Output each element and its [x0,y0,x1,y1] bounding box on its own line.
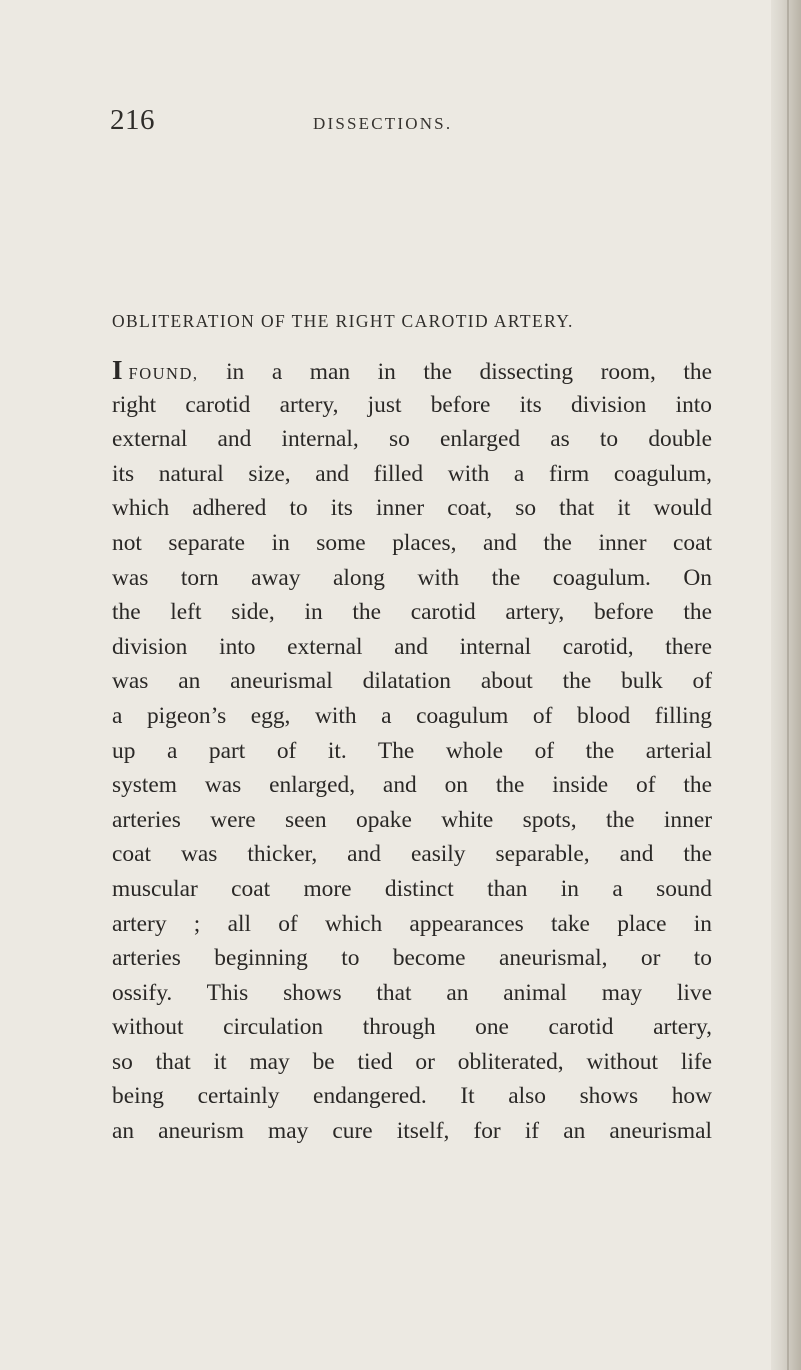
text-line: arteries beginning to become aneurismal, or to [112,945,712,972]
text-line: coat was thicker, and easily separable, and the [112,841,712,868]
text-line: ossify. This shows that an animal may live [112,979,712,1006]
text-line: arteries were seen opake white spots, the inner [112,806,712,833]
section-title: OBLITERATION OF THE RIGHT CAROTID ARTERY. [112,311,574,331]
text-line: which adhered to its inner coat, so that it would [112,495,712,522]
text-line: external and internal, so enlarged as to double [112,426,712,453]
text-line: not separate in some places, and the inner coat [112,529,712,556]
text-line: its natural size, and filled with a firm coagulum, [112,460,712,487]
text-line: a pigeon’s egg, with a coagulum of blood filling [112,702,712,729]
text-line: up a part of it. The whole of the arterial [112,737,712,764]
text-line: was torn away along with the coagulum. On [112,564,712,591]
text-line: was an aneurismal dilatation about the bulk of [112,668,712,695]
body-text [112,353,712,1149]
page-number: 216 [110,104,155,136]
text-line: division into external and internal carotid, there [112,633,712,660]
text-line: so that it may be tied or obliterated, without life [112,1048,712,1075]
text-line-content: in a man in the dissecting room, the [226,359,712,385]
dropcap: I [112,355,123,385]
text-line: muscular coat more distinct than in a sound [112,875,712,902]
text-line: right carotid artery, just before its division into [112,391,712,418]
text-line: system was enlarged, and on the inside of the [112,772,712,799]
text-line: artery ; all of which appearances take place in [112,910,712,937]
text-line: an aneurism may cure itself, for if an aneurismal [112,1118,712,1145]
text-line: being certainly endangered. It also shows how [112,1083,712,1110]
text-line-1 [112,353,712,388]
running-head: DISSECTIONS. [313,114,453,133]
first-word: FOUND, [128,364,199,383]
page-gutter [771,0,801,1370]
gutter-fold-line [787,0,789,1370]
text-line: without circulation through one carotid artery, [112,1014,712,1041]
page-header [110,104,670,144]
text-line: the left side, in the carotid artery, before the [112,599,712,626]
